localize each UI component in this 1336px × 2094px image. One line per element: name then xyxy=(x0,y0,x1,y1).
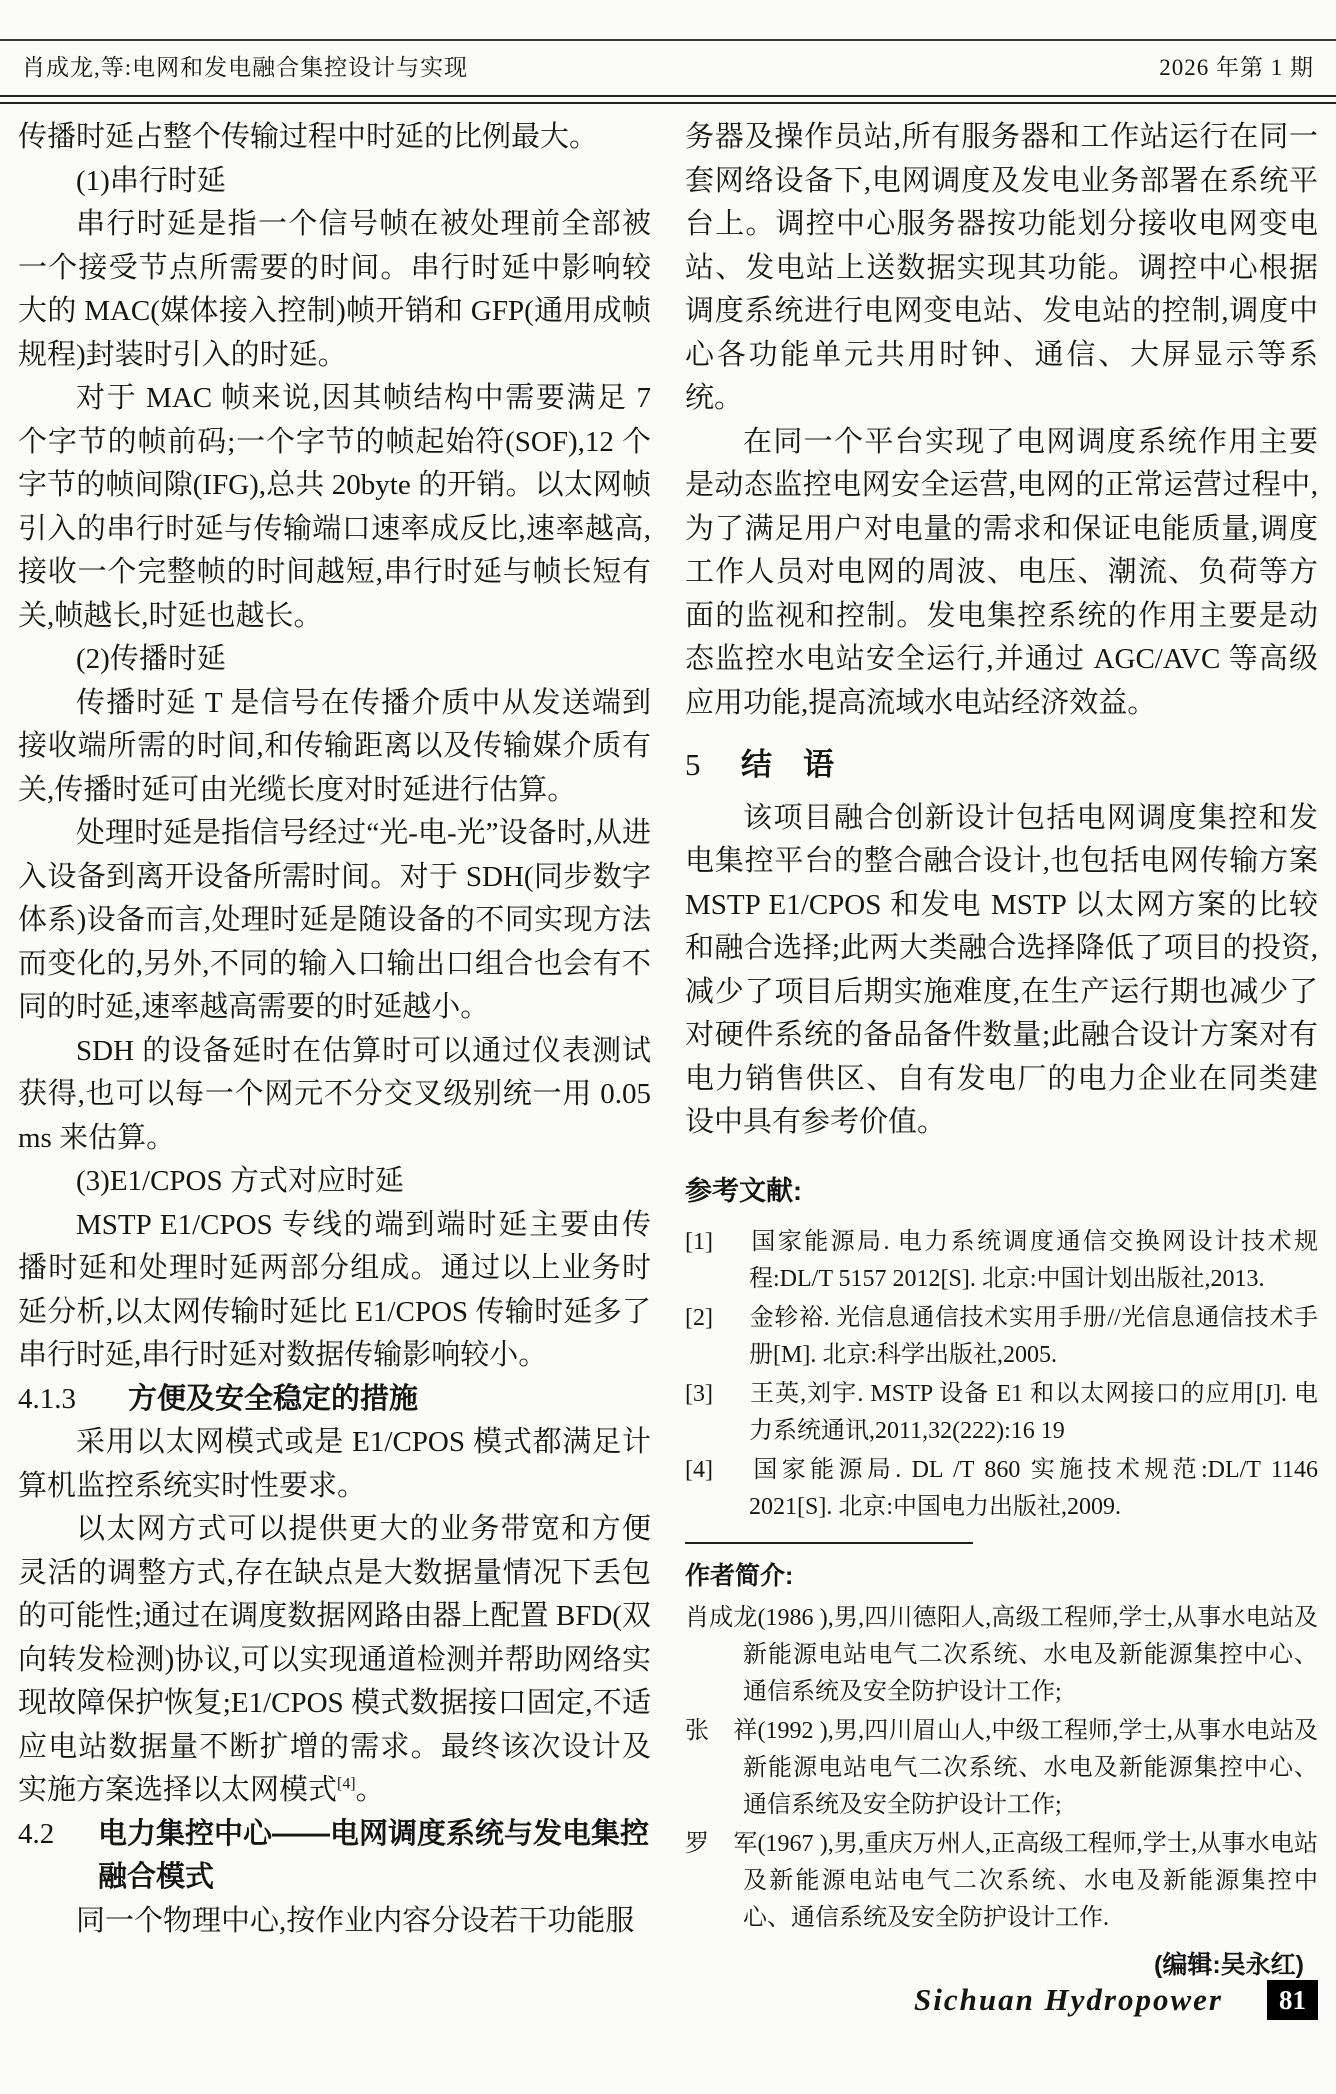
text-segment: 。 xyxy=(355,1774,385,1806)
running-head-title: 肖成龙,等:电网和发电融合集控设计与实现 xyxy=(22,55,469,80)
reference-number: [4] xyxy=(685,1456,713,1483)
author-bio: 张 祥(1992 ),男,四川眉山人,中级工程师,学士,从事水电站及新能源电站电气二次系统、水电及新能源集控中心、通信系统及安全防护设计工作; xyxy=(685,1717,1318,1818)
paragraph: 处理时延是指信号经过“光-电-光”设备时,从进入设备到离开设备所需时间。对于 SDH(同步数字体系)设备而言,处理时延是随设备的不同实现方法而变化的,另外,不同的输入口输出口组合也会有不同的时延,速率越高需要的时延越小。 xyxy=(18,817,651,1023)
paragraph xyxy=(18,1508,651,1813)
paragraph: 务器及操作员站,所有服务器和工作站运行在同一套网络设备下,电网调度及发电业务部署在系统平台上。调控中心服务器按功能划分接收电网变电站、发电站上送数据实现其功能。调控中心根据调度系统进行电网变电站、发电站的控制,调度中心各功能单元共用时钟、通信、大屏显示等系统。 xyxy=(685,121,1318,414)
reference-text: 国家能源局. 电力系统调度通信交换网设计技术规程:DL/T 5157 2012[S]. 北京:中国计划出版社,2013. xyxy=(749,1228,1318,1292)
journal-name: Sichuan Hydropower xyxy=(913,1982,1223,2017)
citation-superscript: [4] xyxy=(337,1775,356,1793)
section-label: 参考文献: xyxy=(685,1175,802,1206)
reference-item xyxy=(685,1452,1318,1526)
page-footer xyxy=(914,1980,1318,2020)
paragraph: 传播时延占整个传输过程中时延的比例最大。 xyxy=(18,121,599,153)
section-heading xyxy=(18,1378,651,1422)
reference-number: [1] xyxy=(685,1228,713,1255)
paragraph: SDH 的设备延时在估算时可以通过仪表测试获得,也可以每一个网元不分交叉级别统一用 0.05 ms 来估算。 xyxy=(18,1034,651,1154)
section-heading xyxy=(18,1813,651,1900)
reference-item xyxy=(685,1300,1318,1374)
section-title: 结 语 xyxy=(741,747,834,782)
section-heading xyxy=(685,743,1318,787)
reference-item xyxy=(685,1224,1318,1298)
reference-item xyxy=(685,1376,1318,1450)
section-number: 4.2 xyxy=(18,1817,55,1850)
paragraph: MSTP E1/CPOS 专线的端到端时延主要由传播时延和处理时延两部分组成。通过以上业务时延分析,以太网传输时延比 E1/CPOS 传输时延多了串行时延,串行时延对数据传输影响较小。 xyxy=(18,1208,651,1371)
paragraph: (1)串行时延 xyxy=(76,164,226,197)
header-double-rule xyxy=(0,95,1336,104)
page-body xyxy=(18,116,1318,1981)
paragraph: 采用以太网模式或是 E1/CPOS 模式都满足计算机监控系统实时性要求。 xyxy=(18,1426,651,1502)
author-section-divider xyxy=(685,1542,973,1544)
reference-text: 王英,刘宇. MSTP 设备 E1 和以太网接口的应用[J]. 电力系统通讯,2011,32(222):16 19 xyxy=(749,1380,1318,1444)
running-head-issue: 2026 年第 1 期 xyxy=(1159,55,1314,80)
paragraph: (3)E1/CPOS 方式对应时延 xyxy=(76,1165,404,1197)
running-head xyxy=(22,49,1314,82)
paragraph: 传播时延 T 是信号在传播介质中从发送端到接收端所需的时间,和传输距离以及传输媒介质有关,传播时延可由光缆长度对时延进行估算。 xyxy=(18,686,651,806)
author-bio: 罗 军(1967 ),男,重庆万州人,正高级工程师,学士,从事水电站及新能源电站电气二次系统、水电及新能源集控中心、通信系统及安全防护设计工作. xyxy=(685,1830,1318,1931)
paragraph: 串行时延是指一个信号帧在被处理前全部被一个接受节点所需要的时间。串行时延中影响较大的 MAC(媒体接入控制)帧开销和 GFP(通用成帧规程)封装时引入的时延。 xyxy=(18,208,651,371)
text-segment: 以太网方式可以提供更大的业务带宽和方便灵活的调整方式,存在缺点是大数据量情况下丢包的可能性;通过在调度数据网路由器上配置 BFD(双向转发检测)协议,可以实现通道检测并帮助网络实现故障保护恢复;E1/CPOS 模式数据接口固定,不适应电站数据量不断扩增的需求。最终该次设计及实施方案选择以太网模式 xyxy=(18,1513,651,1806)
page-number: 81 xyxy=(1267,1980,1318,2020)
paragraph: 同一个物理中心,按作业内容分设若干功能服 xyxy=(76,1904,635,1937)
reference-text: 国家能源局. DL /T 860 实施技术规范:DL/T 1146 2021[S]. 北京:中国电力出版社,2009. xyxy=(749,1456,1318,1520)
section-title: 电力集控中心——电网调度系统与发电集控融合模式 xyxy=(98,1817,650,1893)
reference-text: 金轸裕. 光信息通信技术实用手册//光信息通信技术手册[M]. 北京:科学出版社,2005. xyxy=(749,1304,1318,1368)
editor-note: (编辑:吴永红) xyxy=(1154,1950,1304,1979)
paragraph: 该项目融合创新设计包括电网调度集控和发电集控平台的整合融合设计,也包括电网传输方案 MSTP E1/CPOS 和发电 MSTP 以太网方案的比较和融合选择;此两大类融合选择降低了项目的投资,减少了项目后期实施难度,在生产运行期也减少了对硬件系统的备品备件数量;此融合设计方案对有电力销售供区、自有发电厂的电力企业在同类建设中具有参考价值。 xyxy=(685,801,1318,1138)
right-column xyxy=(685,116,1318,1981)
paragraph: (2)传播时延 xyxy=(76,643,226,675)
reference-number: [2] xyxy=(685,1304,713,1331)
page-top-rule xyxy=(0,39,1336,41)
paragraph: 在同一个平台实现了电网调度系统作用主要是动态监控电网安全运营,电网的正常运营过程中,为了满足用户对电量的需求和保证电能质量,调度工作人员对电网的周波、电压、潮流、负荷等方面的监视和控制。发电集控系统的作用主要是动态监控水电站安全运行,并通过 AGC/AVC 等高级应用功能,提高流域水电站经济效益。 xyxy=(685,425,1318,719)
paragraph: 对于 MAC 帧来说,因其帧结构中需要满足 7 个字节的帧前码;一个字节的帧起始符(SOF),12 个字节的帧间隙(IFG),总共 20byte 的开销。以太网帧引入的串行时延与传输端口速率成反比,速率越高,接收一个完整帧的时间越短,串行时延与帧长短有关,帧越长,时延也越长。 xyxy=(18,382,651,632)
left-column xyxy=(18,116,651,1981)
section-title: 方便及安全稳定的措施 xyxy=(128,1382,419,1415)
section-number: 5 xyxy=(685,747,701,782)
section-number: 4.1.3 xyxy=(18,1382,76,1415)
section-label: 作者简介: xyxy=(685,1561,794,1590)
author-bio: 肖成龙(1986 ),男,四川德阳人,高级工程师,学士,从事水电站及新能源电站电气二次系统、水电及新能源集控中心、通信系统及安全防护设计工作; xyxy=(685,1604,1318,1705)
reference-number: [3] xyxy=(685,1380,713,1407)
